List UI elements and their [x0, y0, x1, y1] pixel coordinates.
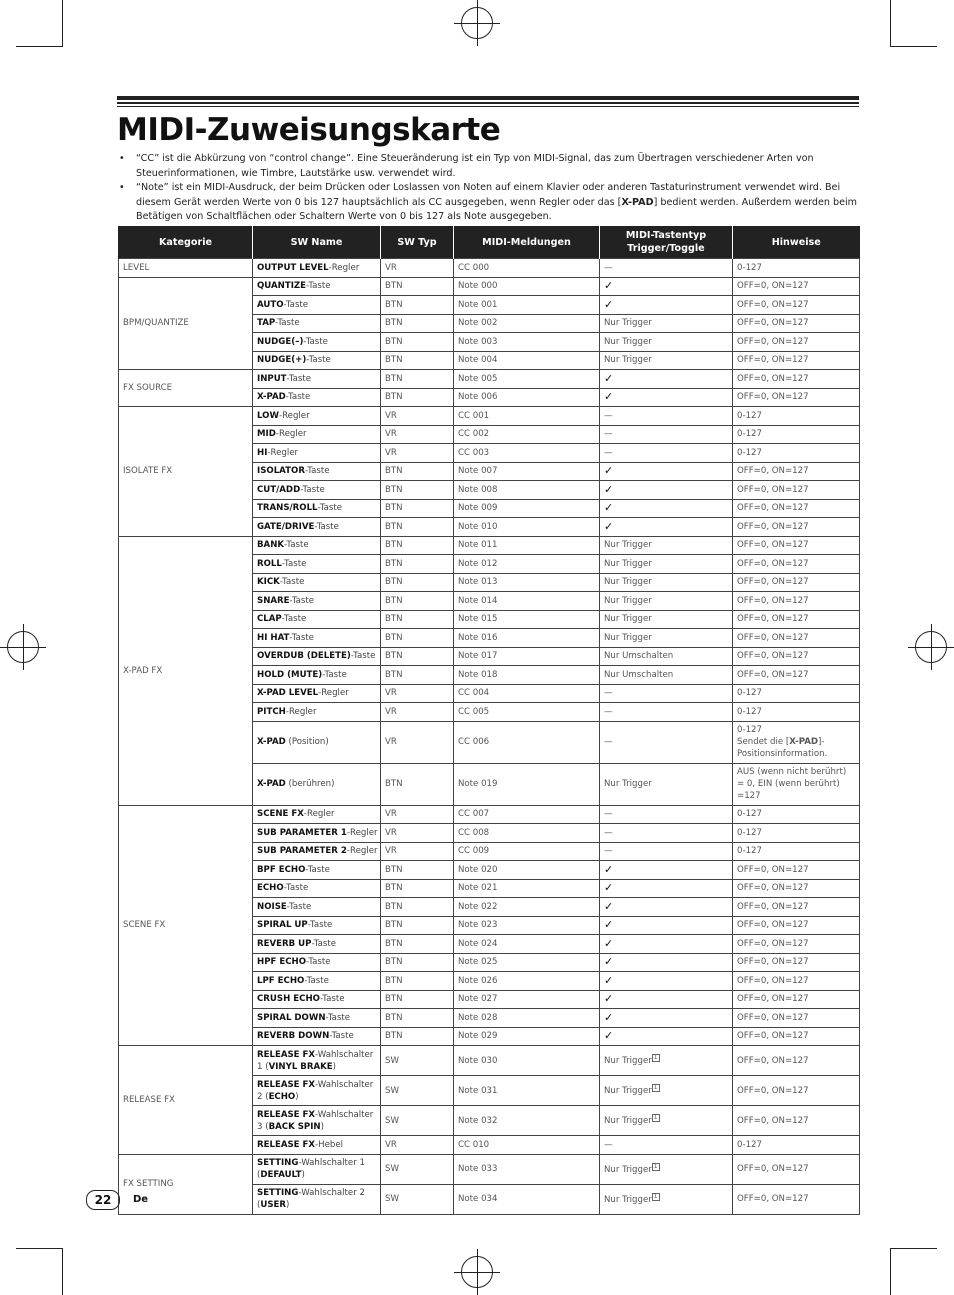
cell-category: SCENE FX	[119, 805, 253, 1046]
cell-category: ISOLATE FX	[119, 407, 253, 537]
cell-notes: OFF=0, ON=127	[733, 916, 860, 935]
cell-key-type: Nur Trigger 1	[600, 1154, 733, 1184]
cell-sw-type: SW	[381, 1076, 454, 1106]
cell-midi-message: Note 018	[454, 666, 600, 685]
cell-midi-message: CC 000	[454, 259, 600, 278]
cell-midi-message: Note 023	[454, 916, 600, 935]
checkmark-icon: ✓	[600, 972, 733, 991]
cell-sw-type: SW	[381, 1106, 454, 1136]
crop-mark	[16, 1248, 62, 1249]
cell-midi-message: Note 034	[454, 1184, 600, 1214]
cell-notes: OFF=0, ON=127	[733, 1046, 860, 1076]
cell-notes: OFF=0, ON=127	[733, 935, 860, 954]
cell-sw-name: MID-Regler	[253, 425, 381, 444]
cell-sw-name: BPF ECHO-Taste	[253, 861, 381, 880]
cell-notes: 0-127	[733, 444, 860, 463]
midi-assignment-table	[118, 226, 860, 1215]
cell-midi-message: Note 013	[454, 573, 600, 592]
cell-sw-type: VR	[381, 444, 454, 463]
cell-sw-name: HOLD (MUTE)-Taste	[253, 666, 381, 685]
checkmark-icon: ✓	[600, 1009, 733, 1028]
cell-midi-message: Note 003	[454, 333, 600, 352]
cell-midi-message: Note 011	[454, 536, 600, 555]
cell-midi-message: Note 010	[454, 518, 600, 537]
cell-notes: OFF=0, ON=127	[733, 592, 860, 611]
cell-midi-message: Note 024	[454, 935, 600, 954]
page-title: MIDI-Zuweisungskarte	[117, 112, 501, 148]
cell-key-type: Nur Trigger 1	[600, 1076, 733, 1106]
cell-sw-type: BTN	[381, 518, 454, 537]
cell-sw-type: BTN	[381, 573, 454, 592]
cell-midi-message: Note 032	[454, 1106, 600, 1136]
cell-category: RELEASE FX	[119, 1046, 253, 1155]
footnote-ref: 1	[653, 1054, 658, 1062]
cell-midi-message: Note 012	[454, 555, 600, 574]
cell-midi-message: Note 020	[454, 861, 600, 880]
crop-mark	[891, 1248, 937, 1249]
cell-sw-type: BTN	[381, 935, 454, 954]
cell-sw-name: CUT/ADD-Taste	[253, 481, 381, 500]
cell-sw-type: BTN	[381, 314, 454, 333]
cell-sw-name: RELEASE FX-Wahlschalter 3 (BACK SPIN)	[253, 1106, 381, 1136]
cell-notes: OFF=0, ON=127	[733, 518, 860, 537]
cell-midi-message: Note 001	[454, 296, 600, 315]
checkmark-icon: ✓	[600, 916, 733, 935]
cell-key-type: Nur Trigger	[600, 592, 733, 611]
cell-midi-message: Note 031	[454, 1076, 600, 1106]
cell-sw-type: BTN	[381, 388, 454, 407]
cell-sw-name: SETTING-Wahlschalter 1 (DEFAULT)	[253, 1154, 381, 1184]
cell-notes: 0-127	[733, 259, 860, 278]
cell-midi-message: CC 006	[454, 721, 600, 763]
cell-sw-name: SETTING-Wahlschalter 2 (USER)	[253, 1184, 381, 1214]
cell-midi-message: Note 022	[454, 898, 600, 917]
cell-notes: OFF=0, ON=127	[733, 879, 860, 898]
cell-sw-name: SCENE FX-Regler	[253, 805, 381, 824]
cell-sw-name: RELEASE FX-Hebel	[253, 1136, 381, 1155]
cell-sw-name: X-PAD LEVEL-Regler	[253, 684, 381, 703]
language-code: De	[133, 1194, 149, 1205]
title-rule	[117, 96, 859, 100]
cell-midi-message: Note 025	[454, 953, 600, 972]
cell-midi-message: Note 033	[454, 1154, 600, 1184]
cell-key-type: Nur Umschalten	[600, 666, 733, 685]
cell-notes: OFF=0, ON=127	[733, 666, 860, 685]
cell-sw-type: BTN	[381, 481, 454, 500]
cell-midi-message: Note 006	[454, 388, 600, 407]
cell-midi-message: Note 021	[454, 879, 600, 898]
cell-notes: OFF=0, ON=127	[733, 351, 860, 370]
cell-sw-name: HI-Regler	[253, 444, 381, 463]
checkmark-icon: ✓	[600, 499, 733, 518]
cell-key-type: Nur Trigger	[600, 573, 733, 592]
header-notes: Hinweise	[733, 226, 860, 259]
cell-sw-type: BTN	[381, 990, 454, 1009]
cell-sw-type: BTN	[381, 916, 454, 935]
table-row	[119, 1046, 860, 1076]
cell-sw-type: BTN	[381, 277, 454, 296]
cell-sw-name: ISOLATOR-Taste	[253, 462, 381, 481]
cell-sw-name: RELEASE FX-Wahlschalter 2 (ECHO)	[253, 1076, 381, 1106]
cell-midi-message: Note 029	[454, 1027, 600, 1046]
cell-sw-type: BTN	[381, 610, 454, 629]
cell-sw-type: VR	[381, 259, 454, 278]
cell-notes: OFF=0, ON=127	[733, 1076, 860, 1106]
cell-midi-message: Note 004	[454, 351, 600, 370]
cell-sw-name: X-PAD (Position)	[253, 721, 381, 763]
cell-midi-message: CC 005	[454, 703, 600, 722]
page-number: 22	[86, 1190, 120, 1210]
table-row	[119, 536, 860, 555]
cell-notes: OFF=0, ON=127	[733, 647, 860, 666]
cell-notes: OFF=0, ON=127	[733, 536, 860, 555]
bullet-text: “Note” ist ein MIDI-Ausdruck, der beim Drücken oder Loslassen von Noten auf einem Klavier oder anderen Tastaturinstrument verwendet wird. Bei diesem Gerät werden Werte von 0 bis 127 hauptsächlich als CC ausgegeben, wenn Regler oder das [X-PAD] bedient werden. Außerdem werden beim Betätigen von Schaltflächen oder Schaltern Werte von 0 bis 127 als Note ausgegeben.	[136, 182, 858, 222]
cell-key-type: —	[600, 444, 733, 463]
crop-mark	[62, 1248, 63, 1295]
cell-midi-message: Note 007	[454, 462, 600, 481]
cell-midi-message: CC 004	[454, 684, 600, 703]
cell-sw-name: OVERDUB (DELETE)-Taste	[253, 647, 381, 666]
cell-sw-name: OUTPUT LEVEL-Regler	[253, 259, 381, 278]
checkmark-icon: ✓	[600, 462, 733, 481]
cell-sw-name: HPF ECHO-Taste	[253, 953, 381, 972]
cell-category: FX SETTING	[119, 1154, 253, 1214]
cell-sw-type: VR	[381, 407, 454, 426]
cell-notes: 0-127	[733, 824, 860, 843]
cell-sw-type: BTN	[381, 953, 454, 972]
checkmark-icon: ✓	[600, 296, 733, 315]
cell-sw-type: BTN	[381, 555, 454, 574]
cell-sw-name: LPF ECHO-Taste	[253, 972, 381, 991]
cell-notes: OFF=0, ON=127	[733, 1106, 860, 1136]
cell-notes: OFF=0, ON=127	[733, 861, 860, 880]
cell-key-type: Nur Umschalten	[600, 647, 733, 666]
cell-key-type: —	[600, 842, 733, 861]
cell-sw-type: VR	[381, 1136, 454, 1155]
checkmark-icon: ✓	[600, 481, 733, 500]
cell-midi-message: CC 007	[454, 805, 600, 824]
crop-mark	[890, 1248, 891, 1295]
cell-sw-type: BTN	[381, 462, 454, 481]
cell-key-type: Nur Trigger	[600, 536, 733, 555]
registration-mark	[454, 1249, 500, 1295]
cell-sw-name: SPIRAL UP-Taste	[253, 916, 381, 935]
cell-sw-type: BTN	[381, 499, 454, 518]
cell-notes: 0-127	[733, 1136, 860, 1155]
checkmark-icon: ✓	[600, 898, 733, 917]
cell-notes: OFF=0, ON=127	[733, 1184, 860, 1214]
cell-midi-message: Note 000	[454, 277, 600, 296]
cell-midi-message: Note 028	[454, 1009, 600, 1028]
cell-key-type: —	[600, 805, 733, 824]
crop-mark	[891, 46, 937, 47]
cell-key-type: —	[600, 824, 733, 843]
cell-midi-message: Note 009	[454, 499, 600, 518]
cell-key-type: Nur Trigger	[600, 629, 733, 648]
cell-sw-name: NUDGE(+)-Taste	[253, 351, 381, 370]
table-row	[119, 277, 860, 296]
cell-notes: OFF=0, ON=127	[733, 1154, 860, 1184]
cell-notes: OFF=0, ON=127	[733, 555, 860, 574]
cell-sw-name: SNARE-Taste	[253, 592, 381, 611]
checkmark-icon: ✓	[600, 879, 733, 898]
cell-notes: OFF=0, ON=127	[733, 990, 860, 1009]
checkmark-icon: ✓	[600, 277, 733, 296]
bullet-icon: •	[119, 153, 125, 164]
cell-sw-type: BTN	[381, 666, 454, 685]
cell-sw-name: X-PAD-Taste	[253, 388, 381, 407]
cell-sw-type: BTN	[381, 861, 454, 880]
cell-midi-message: Note 014	[454, 592, 600, 611]
title-rule	[117, 102, 859, 104]
cell-key-type: Nur Trigger 1	[600, 1106, 733, 1136]
footnote-ref: 1	[653, 1084, 658, 1092]
cell-sw-type: BTN	[381, 1009, 454, 1028]
table-header-row	[119, 226, 860, 259]
cell-sw-type: SW	[381, 1184, 454, 1214]
registration-mark	[0, 624, 46, 670]
bullet-item	[117, 181, 859, 225]
cell-key-type: Nur Trigger	[600, 555, 733, 574]
cell-sw-name: ECHO-Taste	[253, 879, 381, 898]
cell-midi-message: Note 002	[454, 314, 600, 333]
checkmark-icon: ✓	[600, 518, 733, 537]
cell-notes: OFF=0, ON=127	[733, 481, 860, 500]
cell-notes: OFF=0, ON=127	[733, 629, 860, 648]
cell-sw-name: TRANS/ROLL-Taste	[253, 499, 381, 518]
table-row	[119, 407, 860, 426]
header-sw-type: SW Typ	[381, 226, 454, 259]
cell-sw-name: SUB PARAMETER 2-Regler	[253, 842, 381, 861]
cell-midi-message: Note 027	[454, 990, 600, 1009]
cell-sw-name: BANK-Taste	[253, 536, 381, 555]
cell-sw-type: VR	[381, 842, 454, 861]
cell-sw-name: NOISE-Taste	[253, 898, 381, 917]
footnote-ref: 1	[653, 1114, 658, 1122]
cell-sw-name: RELEASE FX-Wahlschalter 1 (VINYL BRAKE)	[253, 1046, 381, 1076]
cell-notes: 0-127	[733, 805, 860, 824]
cell-notes: OFF=0, ON=127	[733, 388, 860, 407]
cell-sw-name: SPIRAL DOWN-Taste	[253, 1009, 381, 1028]
footnote-ref: 1	[653, 1192, 658, 1200]
crop-mark	[62, 0, 63, 47]
cell-notes: OFF=0, ON=127	[733, 953, 860, 972]
crop-mark	[16, 46, 62, 47]
cell-sw-type: SW	[381, 1046, 454, 1076]
cell-midi-message: Note 016	[454, 629, 600, 648]
cell-notes: OFF=0, ON=127	[733, 1027, 860, 1046]
checkmark-icon: ✓	[600, 388, 733, 407]
cell-notes: OFF=0, ON=127	[733, 333, 860, 352]
cell-notes: 0-127	[733, 684, 860, 703]
cell-key-type: —	[600, 407, 733, 426]
cell-sw-type: BTN	[381, 333, 454, 352]
cell-sw-type: BTN	[381, 1027, 454, 1046]
header-midi-key-type: MIDI-Tastentyp Trigger/Toggle	[600, 226, 733, 259]
bullet-icon: •	[119, 182, 125, 193]
cell-key-type: Nur Trigger	[600, 351, 733, 370]
cell-notes: 0-127	[733, 703, 860, 722]
cell-notes: OFF=0, ON=127	[733, 573, 860, 592]
cell-sw-name: PITCH-Regler	[253, 703, 381, 722]
cell-key-type: —	[600, 259, 733, 278]
cell-notes: OFF=0, ON=127	[733, 277, 860, 296]
cell-notes: OFF=0, ON=127	[733, 898, 860, 917]
cell-key-type: —	[600, 703, 733, 722]
cell-sw-name: TAP-Taste	[253, 314, 381, 333]
footnote-ref: 1	[653, 1162, 658, 1170]
cell-sw-name: X-PAD (berühren)	[253, 763, 381, 805]
cell-midi-message: Note 026	[454, 972, 600, 991]
cell-sw-type: VR	[381, 824, 454, 843]
cell-midi-message: Note 030	[454, 1046, 600, 1076]
cell-key-type: Nur Trigger	[600, 763, 733, 805]
cell-category: X-PAD FX	[119, 536, 253, 805]
cell-sw-name: KICK-Taste	[253, 573, 381, 592]
cell-sw-type: BTN	[381, 592, 454, 611]
cell-sw-name: REVERB DOWN-Taste	[253, 1027, 381, 1046]
cell-key-type: Nur Trigger	[600, 314, 733, 333]
cell-midi-message: Note 019	[454, 763, 600, 805]
cell-notes: 0-127	[733, 842, 860, 861]
cell-midi-message: CC 003	[454, 444, 600, 463]
cell-midi-message: Note 017	[454, 647, 600, 666]
checkmark-icon: ✓	[600, 1027, 733, 1046]
cell-midi-message: CC 010	[454, 1136, 600, 1155]
table-row	[119, 259, 860, 278]
cell-key-type: —	[600, 684, 733, 703]
cell-sw-type: BTN	[381, 536, 454, 555]
cell-key-type: Nur Trigger	[600, 610, 733, 629]
cell-category: FX SOURCE	[119, 370, 253, 407]
cell-key-type: —	[600, 1136, 733, 1155]
crop-mark	[890, 0, 891, 47]
cell-notes: 0-127 Sendet die [X-PAD]-Positionsinformation.	[733, 721, 860, 763]
cell-notes: OFF=0, ON=127	[733, 370, 860, 389]
cell-sw-name: REVERB UP-Taste	[253, 935, 381, 954]
cell-notes: OFF=0, ON=127	[733, 296, 860, 315]
cell-sw-name: AUTO-Taste	[253, 296, 381, 315]
cell-notes: OFF=0, ON=127	[733, 462, 860, 481]
cell-key-type: —	[600, 721, 733, 763]
cell-sw-type: BTN	[381, 763, 454, 805]
cell-notes: OFF=0, ON=127	[733, 314, 860, 333]
cell-sw-type: BTN	[381, 370, 454, 389]
cell-notes: OFF=0, ON=127	[733, 972, 860, 991]
cell-sw-type: BTN	[381, 972, 454, 991]
cell-sw-name: CRUSH ECHO-Taste	[253, 990, 381, 1009]
table-row	[119, 370, 860, 389]
cell-sw-name: QUANTIZE-Taste	[253, 277, 381, 296]
cell-sw-name: SUB PARAMETER 1-Regler	[253, 824, 381, 843]
cell-sw-type: SW	[381, 1154, 454, 1184]
cell-notes: OFF=0, ON=127	[733, 499, 860, 518]
cell-sw-type: VR	[381, 721, 454, 763]
header-category: Kategorie	[119, 226, 253, 259]
cell-sw-name: ROLL-Taste	[253, 555, 381, 574]
cell-sw-name: LOW-Regler	[253, 407, 381, 426]
checkmark-icon: ✓	[600, 953, 733, 972]
cell-sw-type: BTN	[381, 647, 454, 666]
header-sw-name: SW Name	[253, 226, 381, 259]
cell-sw-name: NUDGE(–)-Taste	[253, 333, 381, 352]
cell-key-type: Nur Trigger 1	[600, 1046, 733, 1076]
registration-mark	[908, 624, 954, 670]
cell-sw-name: INPUT-Taste	[253, 370, 381, 389]
cell-category: BPM/QUANTIZE	[119, 277, 253, 370]
cell-notes: OFF=0, ON=127	[733, 1009, 860, 1028]
cell-notes: 0-127	[733, 407, 860, 426]
table-body	[119, 259, 860, 1215]
table-row	[119, 1154, 860, 1184]
cell-key-type: Nur Trigger 1	[600, 1184, 733, 1214]
title-rule	[117, 106, 859, 107]
checkmark-icon: ✓	[600, 935, 733, 954]
registration-mark	[454, 0, 500, 46]
cell-sw-type: VR	[381, 684, 454, 703]
header-midi-messages: MIDI-Meldungen	[454, 226, 600, 259]
cell-notes: OFF=0, ON=127	[733, 610, 860, 629]
cell-sw-name: CLAP-Taste	[253, 610, 381, 629]
bullet-text: “CC” ist die Abkürzung von “control change”. Eine Steueränderung ist ein Typ von MIDI-Signal, das zum Übertragen verschiedener Arten von Steuerinformationen, wie Timbre, Lautstärke usw. verwendet wird.	[136, 153, 814, 179]
checkmark-icon: ✓	[600, 370, 733, 389]
cell-sw-type: VR	[381, 425, 454, 444]
cell-midi-message: Note 005	[454, 370, 600, 389]
cell-midi-message: CC 002	[454, 425, 600, 444]
cell-sw-type: VR	[381, 703, 454, 722]
cell-category: LEVEL	[119, 259, 253, 278]
cell-midi-message: Note 015	[454, 610, 600, 629]
bullet-item	[117, 152, 859, 181]
cell-sw-type: BTN	[381, 898, 454, 917]
cell-notes: AUS (wenn nicht berührt) = 0, EIN (wenn berührt) =127	[733, 763, 860, 805]
cell-notes: 0-127	[733, 425, 860, 444]
cell-sw-type: VR	[381, 805, 454, 824]
checkmark-icon: ✓	[600, 990, 733, 1009]
cell-sw-type: BTN	[381, 629, 454, 648]
table-row	[119, 805, 860, 824]
cell-midi-message: CC 008	[454, 824, 600, 843]
checkmark-icon: ✓	[600, 861, 733, 880]
cell-midi-message: CC 001	[454, 407, 600, 426]
cell-sw-name: GATE/DRIVE-Taste	[253, 518, 381, 537]
cell-sw-type: BTN	[381, 296, 454, 315]
cell-key-type: Nur Trigger	[600, 333, 733, 352]
cell-midi-message: CC 009	[454, 842, 600, 861]
cell-sw-name: HI HAT-Taste	[253, 629, 381, 648]
cell-key-type: —	[600, 425, 733, 444]
cell-sw-type: BTN	[381, 879, 454, 898]
cell-midi-message: Note 008	[454, 481, 600, 500]
cell-sw-type: BTN	[381, 351, 454, 370]
